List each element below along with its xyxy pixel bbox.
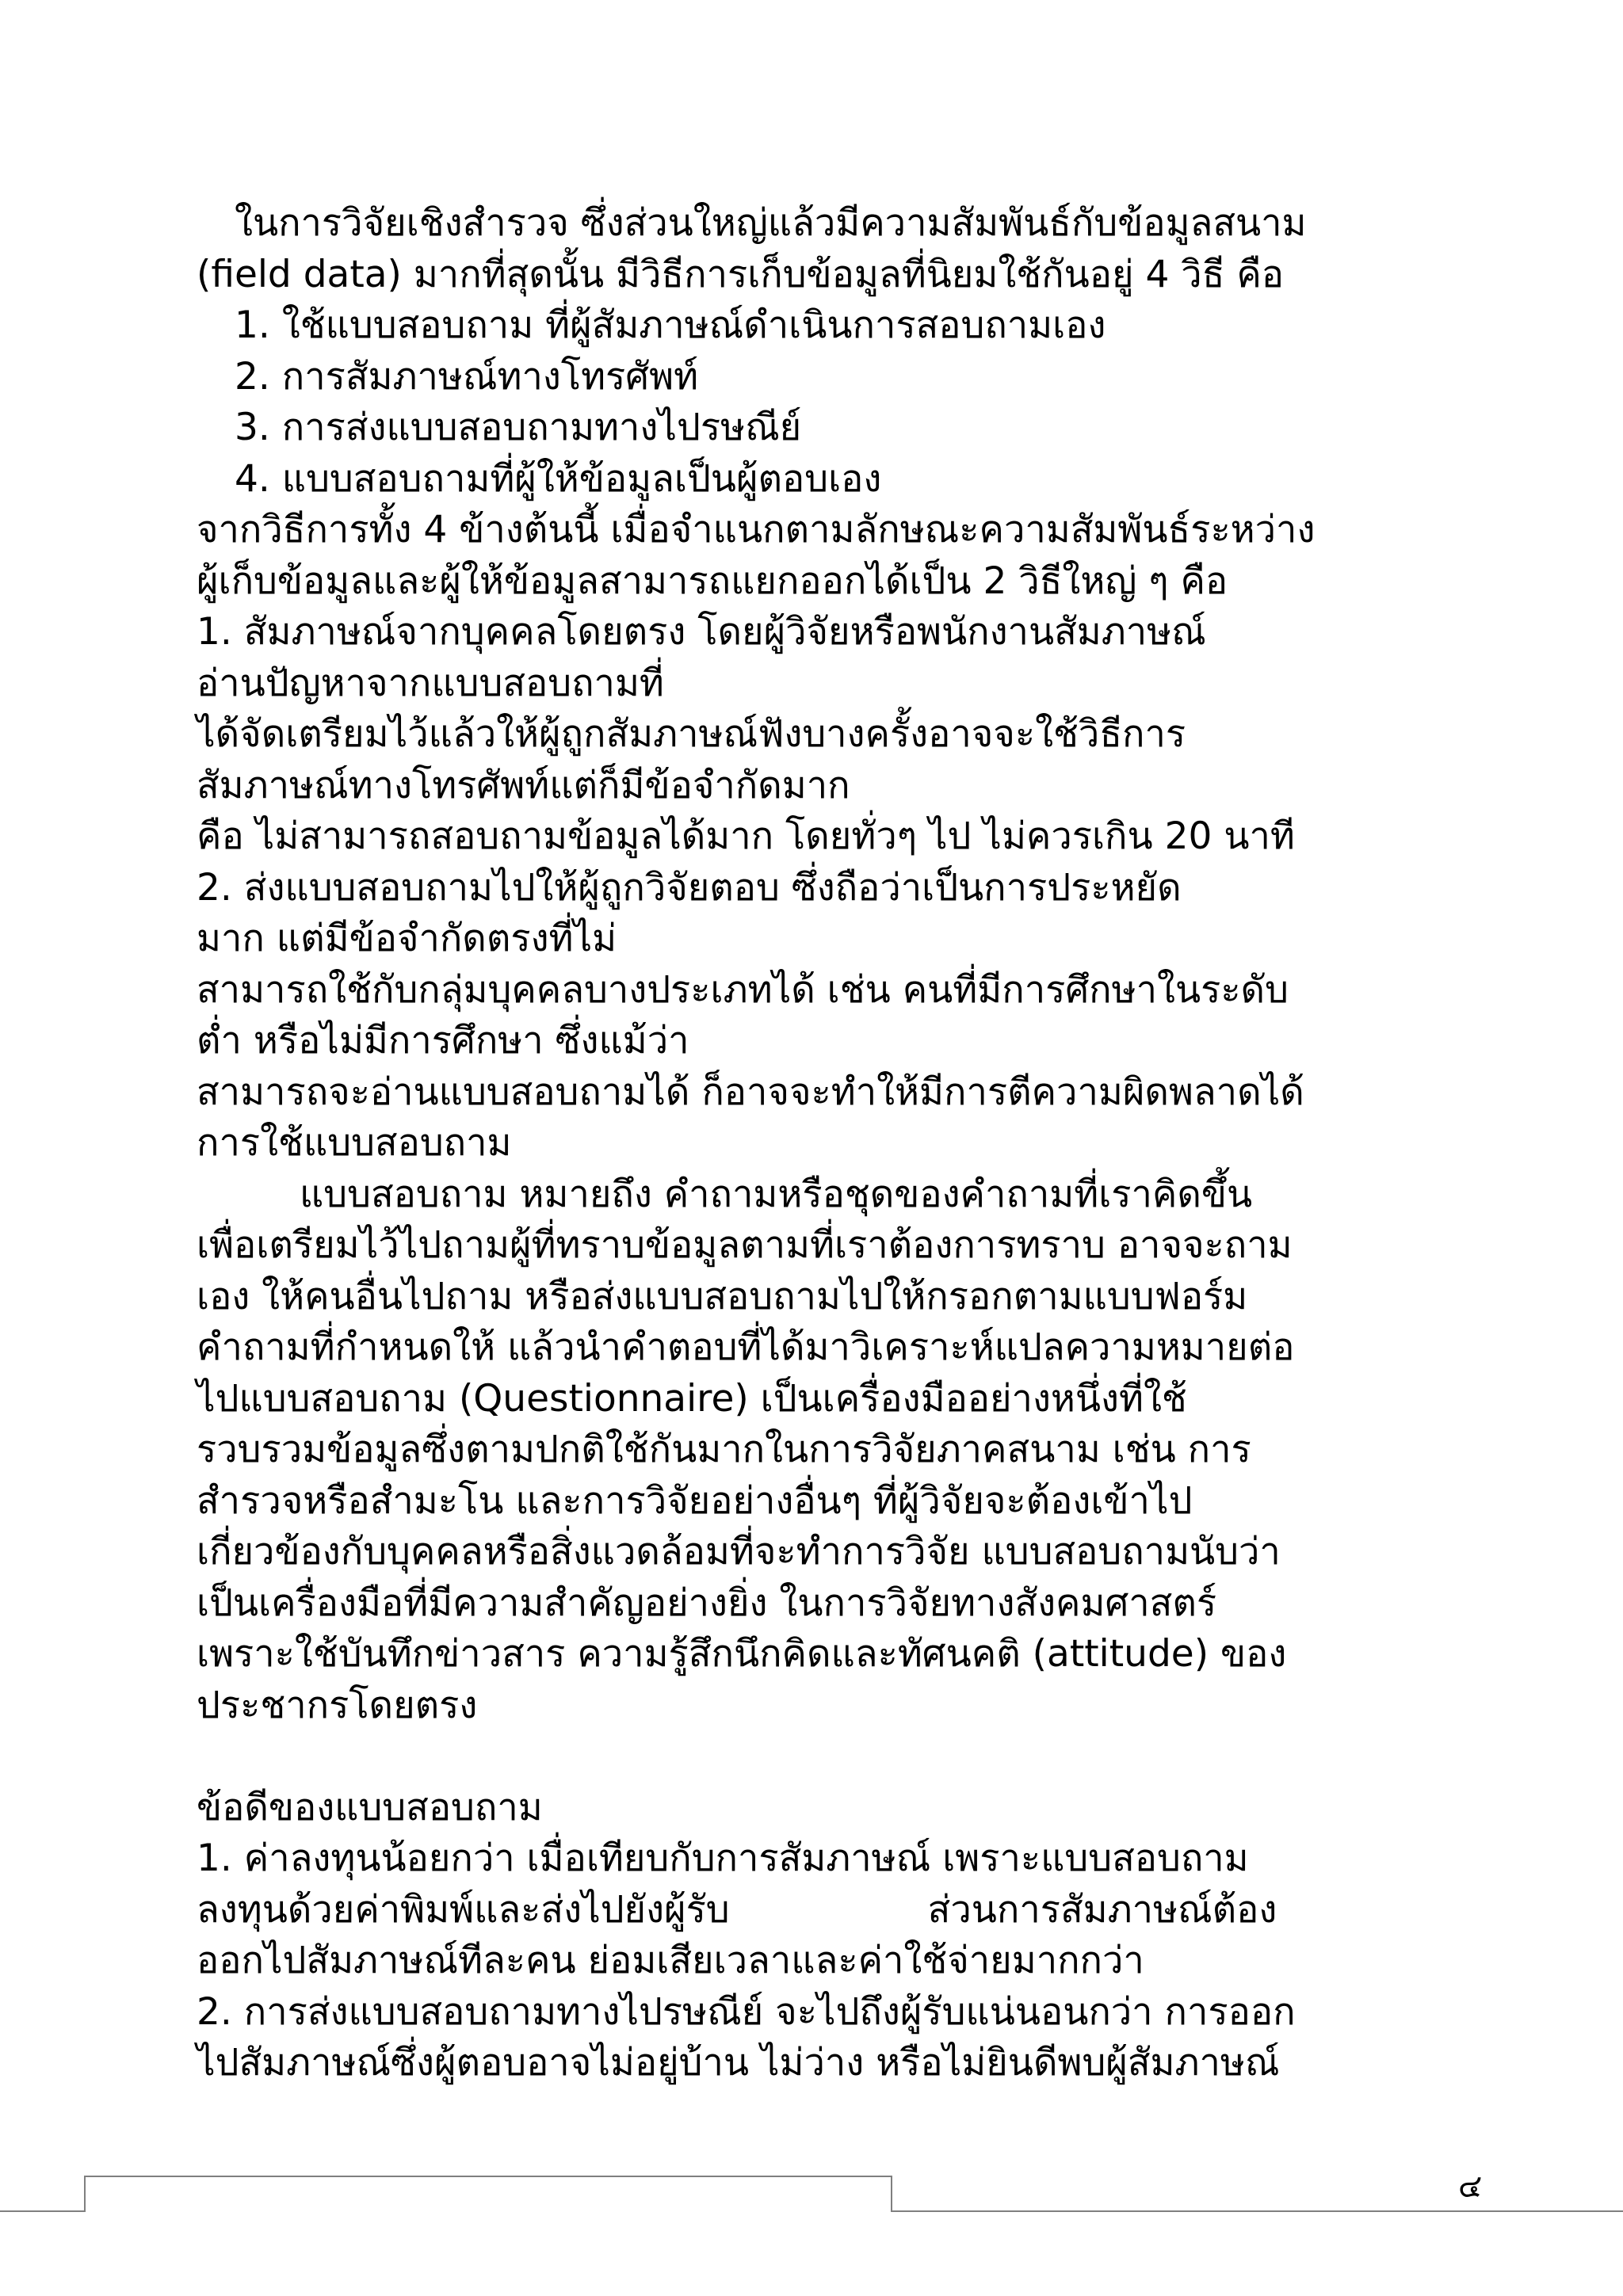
paragraph-line: เพราะใช้บันทึกข่าวสาร ความรู้สึกนึกคิดและทัศนคติ (attitude) ของ: [197, 1632, 1287, 1676]
paragraph-line: จากวิธีการทั้ง 4 ข้างต้นนี้ เมื่อจำแนกตามลักษณะความสัมพันธ์ระหว่าง: [197, 508, 1316, 551]
paragraph-line: แบบสอบถาม หมายถึง คำถามหรือชุดของคำถามที่เราคิดขึ้น: [300, 1172, 1253, 1216]
paragraph-line: เอง ให้คนอื่นไปถาม หรือส่งแบบสอบถามไปให้กรอกตามแบบฟอร์ม: [197, 1274, 1248, 1318]
paragraph-line: ในการวิจัยเชิงสำรวจ ซึ่งส่วนใหญ่แล้วมีความสัมพันธ์กับข้อมูลสนาม: [235, 201, 1307, 245]
list-item: 1. ใช้แบบสอบถาม ที่ผู้สัมภาษณ์ดำเนินการสอบถามเอง: [235, 303, 1106, 347]
paragraph-line: เกี่ยวข้องกับบุคคลหรือสิ่งแวดล้อมที่จะทำการวิจัย แบบสอบถามนับว่า: [197, 1530, 1281, 1573]
paragraph-line: (field data) มากที่สุดนั้น มีวิธีการเก็บข้อมูลที่นิยมใช้กันอยู่ 4 วิธี คือ: [197, 252, 1284, 296]
blank-line: [197, 1731, 1433, 1783]
paragraph-line: 2. การส่งแบบสอบถามทางไปรษณีย์ จะไปถึงผู้รับแน่นอนกว่า การออก: [197, 1989, 1296, 2034]
paragraph-line: คือ ไม่สามารถสอบถามข้อมูลได้มาก โดยทั่วๆ ไป ไม่ควรเกิน 20 นาที: [197, 814, 1295, 858]
paragraph-line: ได้จัดเตรียมไว้แล้วให้ผู้ถูกสัมภาษณ์ฟังบางครั้งอาจจะใช้วิธีการ: [197, 712, 1186, 756]
paragraph-line: ผู้เก็บข้อมูลและผู้ให้ข้อมูลสามารถแยกออกได้เป็น 2 วิธีใหญ่ ๆ คือ: [197, 559, 1228, 603]
paragraph-line: เป็นเครื่องมือที่มีความสำคัญอย่างยิ่ง ในการวิจัยทางสังคมศาสตร์: [197, 1581, 1217, 1625]
paragraph-line: มาก แต่มีข้อจำกัดตรงที่ไม่: [197, 917, 617, 960]
list-item: 2. การสัมภาษณ์ทางโทรศัพท์: [235, 354, 699, 399]
paragraph-line: [197, 1885, 1433, 1936]
document-body: [197, 198, 1433, 2089]
section-heading: การใช้แบบสอบถาม: [197, 1121, 512, 1165]
paragraph-line: คำถามที่กำหนดให้ แล้วนำคำตอบที่ได้มาวิเคราะห์แปลความหมายต่อ: [197, 1325, 1295, 1369]
paragraph-line: ไปสัมภาษณ์ซึ่งผู้ตอบอาจไม่อยู่บ้าน ไม่ว่าง หรือไม่ยินดีพบผู้สัมภาษณ์: [197, 2041, 1280, 2084]
footer-rule-left: [0, 2210, 86, 2212]
paragraph-line: ต่ำ หรือไม่มีการศึกษา ซึ่งแม้ว่า: [197, 1019, 689, 1062]
paragraph-line: สัมภาษณ์ทางโทรศัพท์แต่ก็มีข้อจำกัดมาก: [197, 763, 850, 807]
paragraph-line: สามารถจะอ่านแบบสอบถามได้ ก็อาจจะทำให้มีการตีความผิดพลาดได้: [197, 1070, 1304, 1114]
footer-rule-right: [891, 2210, 1623, 2212]
list-item: 4. แบบสอบถามที่ผู้ให้ข้อมูลเป็นผู้ตอบเอง: [235, 456, 882, 501]
paragraph-line: สามารถใช้กับกลุ่มบุคคลบางประเภทได้ เช่น คนที่มีการศึกษาในระดับ: [197, 967, 1289, 1012]
paragraph-line: ไปแบบสอบถาม (Questionnaire) เป็นเครื่องมืออย่างหนึ่งที่ใช้: [197, 1376, 1187, 1421]
list-item: 3. การส่งแบบสอบถามทางไปรษณีย์: [235, 406, 802, 449]
paragraph-line: รวบรวมข้อมูลซึ่งตามปกติใช้กันมากในการวิจัยภาคสนาม เช่น การ: [197, 1428, 1251, 1471]
paragraph-line: เพื่อเตรียมไว้ไปถามผู้ที่ทราบข้อมูลตามที่เราต้องการทราบ อาจจะถาม: [197, 1223, 1293, 1267]
page-number: ๔: [1458, 2168, 1483, 2205]
footer-tab: [84, 2176, 892, 2212]
paragraph-line: 1. ค่าลงทุนน้อยกว่า เมื่อเทียบกับการสัมภาษณ์ เพราะแบบสอบถาม: [197, 1836, 1249, 1880]
paragraph-line: ออกไปสัมภาษณ์ทีละคน ย่อมเสียเวลาและค่าใช้จ่ายมากกว่า: [197, 1939, 1144, 1982]
paragraph-line: 1. สัมภาษณ์จากบุคคลโดยตรง โดยผู้วิจัยหรือพนักงานสัมภาษณ์: [197, 610, 1206, 654]
paragraph-line: ประชากรโดยตรง: [197, 1683, 478, 1727]
paragraph-line-part: ส่วนการสัมภาษณ์ต้อง: [927, 1887, 1277, 1932]
paragraph-line: 2. ส่งแบบสอบถามไปให้ผู้ถูกวิจัยตอบ ซึ่งถือว่าเป็นการประหยัด: [197, 865, 1182, 910]
section-heading: ข้อดีของแบบสอบถาม: [197, 1785, 543, 1829]
paragraph-line: อ่านปัญหาจากแบบสอบถามที่: [197, 661, 664, 705]
paragraph-line-part: ลงทุนด้วยค่าพิมพ์และส่งไปยังผู้รับ: [197, 1887, 730, 1932]
paragraph-line: สำรวจหรือสำมะโน และการวิจัยอย่างอื่นๆ ที่ผู้วิจัยจะต้องเข้าไป: [197, 1478, 1193, 1523]
